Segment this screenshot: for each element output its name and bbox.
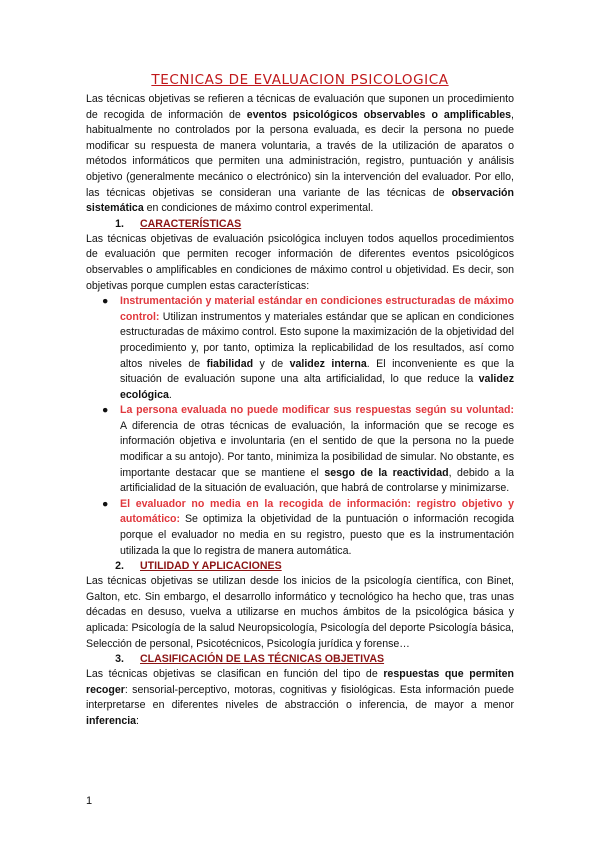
document-page	[86, 72, 514, 730]
intro-paragraph: Las técnicas objetivas se refieren a técnicas de evaluación que suponen un procedimiento de recogida de información de eventos psicológicos observables o amplificables, habitualmente no controlados por la persona evaluada, es decir la persona no puede modificar su respuesta de manera voluntaria, a través de la utilización de aparatos o métodos informáticos que permiten una administración, registro, puntuación y análisis objetivo (generalmente mecánico o electrónico) sin la intervención del evaluador. Por ello, las técnicas objetivas se consideran una variante de las técnicas de observación sistemática en condiciones de máximo control experimental.	[86, 93, 514, 215]
characteristics-list	[86, 294, 514, 559]
section-heading-caracteristicas: 1. CARACTERÍSTICAS	[115, 217, 242, 230]
bullet-icon: ●	[102, 295, 109, 308]
section2-paragraph: Las técnicas objetivas se utilizan desde los inicios de la psicología científica, con Binet, Galton, etc. Sin embargo, el desarrollo informático y tecnológico ha hecho que, tras unas décadas en desuso, vuelva a utilizarse en muchos ámbitos de la psicológica básica y aplicada: Psicología de la salud Neuropsicología, Psicología del deporte Psicología básica, Selección de personal, Psicotécnicos, Psicología jurídica y forense…	[86, 575, 514, 650]
list-item: ● El evaluador no media en la recogida de información: registro objetivo y automático: Se optimiza la objetividad de la puntuación o información recogida porque el evaluador no media en su registro, puesto que es la instrumentación utilizada la que lo registra de manera automática.	[102, 497, 514, 557]
section-heading-utilidad: 2. UTILIDAD Y APLICACIONES	[115, 560, 282, 573]
bullet-icon: ●	[102, 404, 109, 417]
bullet-icon: ●	[102, 497, 109, 510]
section3-paragraph: Las técnicas objetivas se clasifican en función del tipo de respuestas que permiten recoger: sensorial-perceptivo, motoras, cognitivas y fisiológicas. Esta información puede interpretarse en diferentes niveles de abstracción o inferencia, de mayor a menor inferencia:	[86, 668, 514, 727]
document-title: TECNICAS DE EVALUACION PSICOLOGICA	[151, 72, 449, 88]
section-heading-clasificacion: 3. CLASIFICACIÓN DE LAS TÉCNICAS OBJETIVAS	[115, 653, 385, 666]
page-number: 1	[86, 795, 93, 807]
list-item: ● La persona evaluada no puede modificar sus respuestas según su voluntad: A diferencia de otras técnicas de evaluación, la información que se recoge es información objetiva e involuntaria (en el sentido de que la persona no la puede modificar a su antojo). Por tanto, minimiza la posibilidad de simular. No obstante, es importante destacar que se mantiene el sesgo de la reactividad, debido a la artificialidad de la situación de evaluación, que habrá de controlarse y minimizarse.	[102, 404, 514, 495]
section1-paragraph: Las técnicas objetivas de evaluación psicológica incluyen todos aquellos procedimientos de evaluación que permiten recoger información de diferentes eventos psicológicos observables o amplificables en condiciones de máximo control u objetividad. Es decir, son objetivas porque cumplen estas características:	[86, 232, 514, 292]
list-item: ● Instrumentación y material estándar en condiciones estructuradas de máximo control: Utilizan instrumentos y materiales estándar que se aplican en condiciones estructuradas de máximo control. Esto supone la maximización de la objetividad del procedimiento y, por tanto, optimiza la replicabilidad de los resultados, así como altos niveles de fiabilidad y de validez interna. El inconveniente es que la situación de evaluación supone una alta artificialidad, lo que reduce la validez ecológica.	[102, 295, 514, 401]
